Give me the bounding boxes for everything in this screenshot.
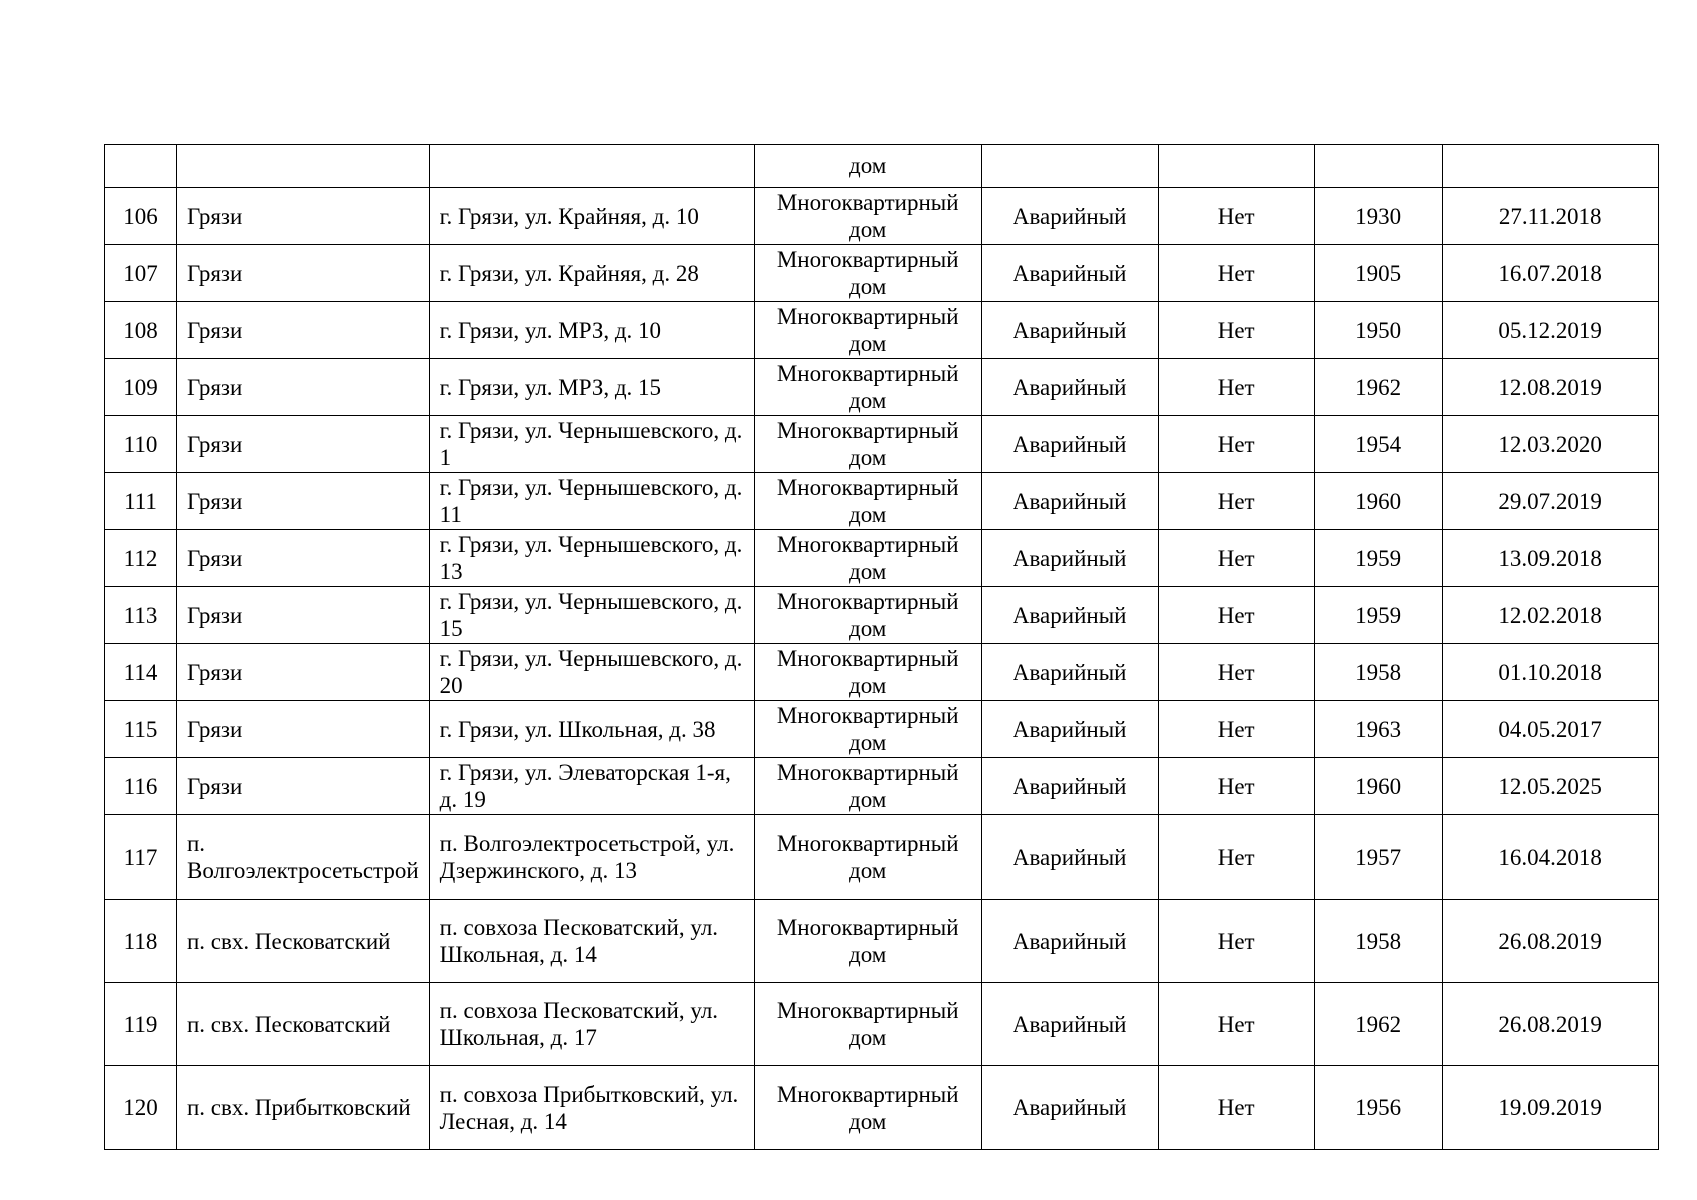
cell-date: 16.07.2018 (1442, 245, 1658, 302)
cell-year: 1956 (1314, 1066, 1442, 1150)
cell-type: Многоквартирный дом (754, 900, 981, 983)
cell-settlement: Грязи (177, 530, 430, 587)
cell-flag: Нет (1158, 530, 1314, 587)
cell-year: 1905 (1314, 245, 1442, 302)
cell-address: г. Грязи, ул. Чернышевского, д. 13 (429, 530, 754, 587)
cell-year: 1954 (1314, 416, 1442, 473)
cell-settlement: п. свх. Песковатский (177, 900, 430, 983)
cell-settlement: Грязи (177, 188, 430, 245)
table-row (105, 302, 1659, 359)
table-row (105, 359, 1659, 416)
cell-flag: Нет (1158, 701, 1314, 758)
cell-address: г. Грязи, ул. Элеваторская 1-я, д. 19 (429, 758, 754, 815)
cell-settlement: Грязи (177, 701, 430, 758)
cell-flag: Нет (1158, 416, 1314, 473)
cell-flag: Нет (1158, 188, 1314, 245)
cell-address: п. совхоза Песковатский, ул. Школьная, д. 17 (429, 983, 754, 1066)
cell-date: 26.08.2019 (1442, 983, 1658, 1066)
cell-year: 1959 (1314, 587, 1442, 644)
table-row (105, 1066, 1659, 1150)
table-row (105, 815, 1659, 900)
cell-date: 27.11.2018 (1442, 188, 1658, 245)
cell-status: Аварийный (981, 530, 1158, 587)
cell-date: 01.10.2018 (1442, 644, 1658, 701)
cell-num: 106 (105, 188, 177, 245)
cell-flag: Нет (1158, 1066, 1314, 1150)
cell-type: Многоквартирный дом (754, 188, 981, 245)
cell-settlement: Грязи (177, 473, 430, 530)
cell-type: Многоквартирный дом (754, 473, 981, 530)
cell-year: 1963 (1314, 701, 1442, 758)
table-row (105, 587, 1659, 644)
cell-status (981, 145, 1158, 188)
cell-num: 114 (105, 644, 177, 701)
table-row (105, 758, 1659, 815)
cell-type: Многоквартирный дом (754, 416, 981, 473)
cell-flag: Нет (1158, 587, 1314, 644)
cell-status: Аварийный (981, 1066, 1158, 1150)
cell-status: Аварийный (981, 644, 1158, 701)
cell-year: 1960 (1314, 473, 1442, 530)
cell-flag: Нет (1158, 359, 1314, 416)
cell-status: Аварийный (981, 302, 1158, 359)
cell-settlement: Грязи (177, 359, 430, 416)
cell-settlement: Грязи (177, 302, 430, 359)
cell-num: 116 (105, 758, 177, 815)
cell-status: Аварийный (981, 359, 1158, 416)
registry-table (104, 144, 1659, 1150)
cell-num: 119 (105, 983, 177, 1066)
cell-num: 118 (105, 900, 177, 983)
cell-date: 12.03.2020 (1442, 416, 1658, 473)
cell-date (1442, 145, 1658, 188)
cell-year: 1930 (1314, 188, 1442, 245)
cell-year: 1962 (1314, 359, 1442, 416)
cell-type: Многоквартирный дом (754, 1066, 981, 1150)
cell-flag: Нет (1158, 302, 1314, 359)
cell-num: 115 (105, 701, 177, 758)
cell-year (1314, 145, 1442, 188)
cell-flag: Нет (1158, 900, 1314, 983)
cell-date: 29.07.2019 (1442, 473, 1658, 530)
cell-settlement: Грязи (177, 644, 430, 701)
cell-status: Аварийный (981, 245, 1158, 302)
cell-status: Аварийный (981, 188, 1158, 245)
cell-address: г. Грязи, ул. Чернышевского, д. 15 (429, 587, 754, 644)
cell-settlement: Грязи (177, 245, 430, 302)
cell-date: 12.02.2018 (1442, 587, 1658, 644)
cell-date: 05.12.2019 (1442, 302, 1658, 359)
table-row (105, 530, 1659, 587)
cell-address: п. совхоза Песковатский, ул. Школьная, д. 14 (429, 900, 754, 983)
cell-date: 12.05.2025 (1442, 758, 1658, 815)
cell-type: Многоквартирный дом (754, 530, 981, 587)
cell-flag: Нет (1158, 473, 1314, 530)
cell-type: Многоквартирный дом (754, 302, 981, 359)
cell-status: Аварийный (981, 701, 1158, 758)
cell-status: Аварийный (981, 815, 1158, 900)
cell-address: г. Грязи, ул. МРЗ, д. 10 (429, 302, 754, 359)
cell-settlement: п. свх. Прибытковский (177, 1066, 430, 1150)
cell-date: 16.04.2018 (1442, 815, 1658, 900)
cell-address: г. Грязи, ул. Чернышевского, д. 20 (429, 644, 754, 701)
cell-type: Многоквартирный дом (754, 587, 981, 644)
cell-status: Аварийный (981, 473, 1158, 530)
cell-address: п. Волгоэлектросетьстрой, ул. Дзержинского, д. 13 (429, 815, 754, 900)
cell-status: Аварийный (981, 416, 1158, 473)
cell-address: г. Грязи, ул. МРЗ, д. 15 (429, 359, 754, 416)
cell-address (429, 145, 754, 188)
cell-num: 109 (105, 359, 177, 416)
cell-settlement: Грязи (177, 416, 430, 473)
cell-settlement: Грязи (177, 587, 430, 644)
cell-num: 107 (105, 245, 177, 302)
cell-date: 13.09.2018 (1442, 530, 1658, 587)
cell-year: 1959 (1314, 530, 1442, 587)
cell-num (105, 145, 177, 188)
table-row (105, 416, 1659, 473)
table-row (105, 473, 1659, 530)
cell-flag: Нет (1158, 245, 1314, 302)
cell-num: 111 (105, 473, 177, 530)
cell-year: 1950 (1314, 302, 1442, 359)
cell-date: 26.08.2019 (1442, 900, 1658, 983)
cell-flag: Нет (1158, 983, 1314, 1066)
table-row (105, 900, 1659, 983)
cell-type: Многоквартирный дом (754, 644, 981, 701)
cell-flag: Нет (1158, 644, 1314, 701)
cell-type: Многоквартирный дом (754, 983, 981, 1066)
cell-type: Многоквартирный дом (754, 815, 981, 900)
cell-settlement: Грязи (177, 758, 430, 815)
cell-address: п. совхоза Прибытковский, ул. Лесная, д. 14 (429, 1066, 754, 1150)
cell-type: дом (754, 145, 981, 188)
cell-year: 1962 (1314, 983, 1442, 1066)
cell-num: 113 (105, 587, 177, 644)
cell-address: г. Грязи, ул. Крайняя, д. 10 (429, 188, 754, 245)
cell-num: 120 (105, 1066, 177, 1150)
cell-num: 110 (105, 416, 177, 473)
cell-flag: Нет (1158, 758, 1314, 815)
cell-year: 1958 (1314, 644, 1442, 701)
cell-address: г. Грязи, ул. Школьная, д. 38 (429, 701, 754, 758)
cell-date: 19.09.2019 (1442, 1066, 1658, 1150)
cell-settlement (177, 145, 430, 188)
cell-settlement: п. свх. Песковатский (177, 983, 430, 1066)
table-row (105, 245, 1659, 302)
cell-year: 1960 (1314, 758, 1442, 815)
cell-status: Аварийный (981, 900, 1158, 983)
table-row (105, 644, 1659, 701)
table-row (105, 701, 1659, 758)
cell-date: 12.08.2019 (1442, 359, 1658, 416)
cell-address: г. Грязи, ул. Чернышевского, д. 1 (429, 416, 754, 473)
cell-num: 112 (105, 530, 177, 587)
cell-year: 1957 (1314, 815, 1442, 900)
table-row (105, 188, 1659, 245)
cell-status: Аварийный (981, 983, 1158, 1066)
cell-status: Аварийный (981, 758, 1158, 815)
cell-num: 108 (105, 302, 177, 359)
table-row-continued (105, 145, 1659, 188)
cell-type: Многоквартирный дом (754, 701, 981, 758)
cell-address: г. Грязи, ул. Чернышевского, д. 11 (429, 473, 754, 530)
cell-address: г. Грязи, ул. Крайняя, д. 28 (429, 245, 754, 302)
cell-status: Аварийный (981, 587, 1158, 644)
table-row (105, 983, 1659, 1066)
cell-type: Многоквартирный дом (754, 245, 981, 302)
cell-num: 117 (105, 815, 177, 900)
table-body (105, 145, 1659, 1150)
cell-date: 04.05.2017 (1442, 701, 1658, 758)
cell-type: Многоквартирный дом (754, 359, 981, 416)
cell-settlement: п. Волгоэлектросетьстрой (177, 815, 430, 900)
cell-year: 1958 (1314, 900, 1442, 983)
cell-flag: Нет (1158, 815, 1314, 900)
cell-flag (1158, 145, 1314, 188)
cell-type: Многоквартирный дом (754, 758, 981, 815)
